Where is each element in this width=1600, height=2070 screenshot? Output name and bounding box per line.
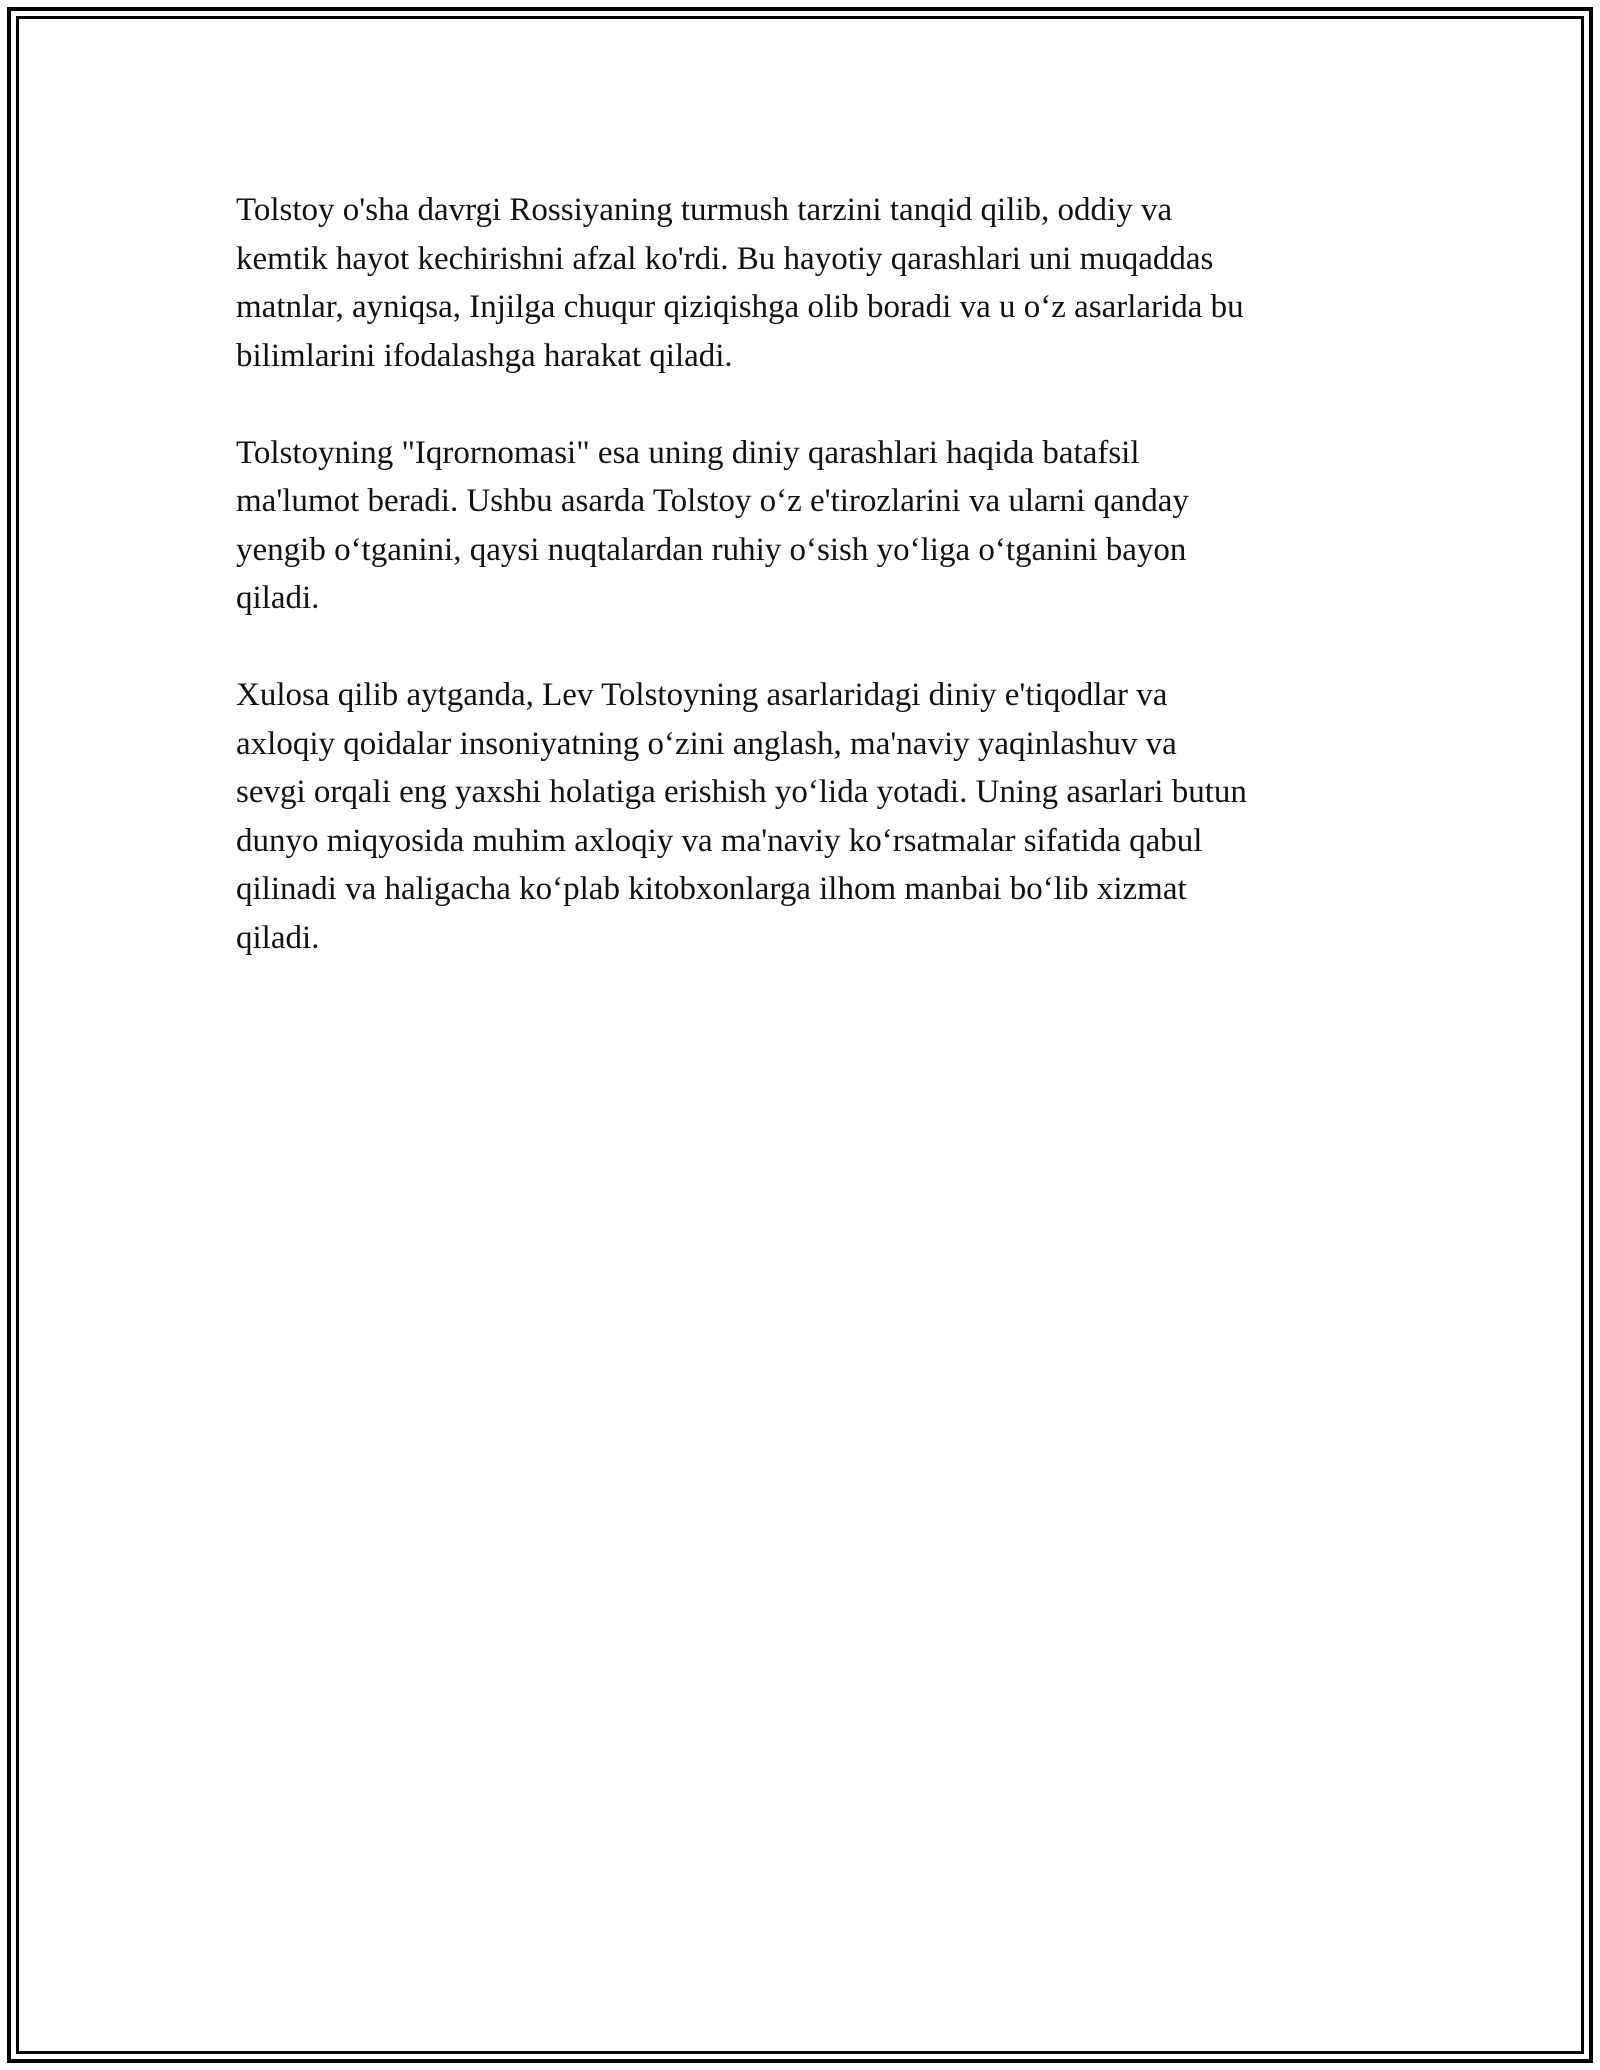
document-body <box>236 186 1376 1011</box>
paragraph-2: Tolstoyning "Iqrornomasi" esa uning diniy qarashlari haqida batafsil ma'lumot beradi. Ushbu asarda Tolstoy o‘z e'tirozlarini va ularni qanday yengib o‘tganini, qaysi nuqtalardan ruhiy o‘sish yo‘liga o‘tganini bayon qiladi. <box>236 434 1189 616</box>
paragraph-3: Xulosa qilib aytganda, Lev Tolstoyning asarlaridagi diniy e'tiqodlar va axloqiy qoidalar insoniyatning o‘zini anglash, ma'naviy yaqinlashuv va sevgi orqali eng yaxshi holatiga erishish yo‘lida yotadi. Uning asarlari butun dunyo miqyosida muhim axloqiy va ma'naviy ko‘rsatmalar sifatida qabul qilinadi va haligacha ko‘plab kitobxonlarga ilhom manbai bo‘lib xizmat qiladi. <box>236 677 1247 956</box>
paragraph-1: Tolstoy o'sha davrgi Rossiyaning turmush tarzini tanqid qilib, oddiy va kemtik hayot kechirishni afzal ko'rdi. Bu hayotiy qarashlari uni muqaddas matnlar, ayniqsa, Injilga chuqur qiziqishga olib boradi va u o‘z asarlarida bu bilimlarini ifodalashga harakat qiladi. <box>236 192 1244 374</box>
